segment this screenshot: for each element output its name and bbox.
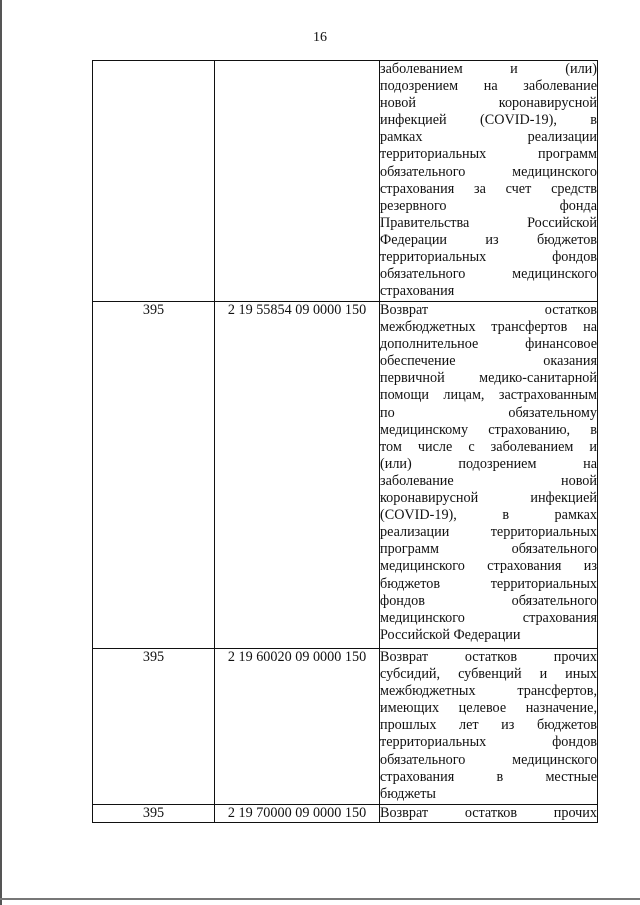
name-line: территориальных программ (380, 146, 597, 163)
income-name-cell (380, 805, 598, 823)
name-line: бюджеты (380, 785, 436, 802)
name-line: Российской Федерации (380, 626, 521, 643)
name-line: фондов обязательного (380, 592, 597, 609)
scan-edge-left (0, 0, 2, 905)
name-line: медицинского страхования (380, 609, 597, 626)
income-name-cell (380, 61, 598, 302)
table-row (93, 805, 598, 823)
name-line: страхования (380, 283, 455, 300)
name-line: (или) подозрением на (380, 455, 597, 472)
scan-edge-bottom (0, 898, 640, 900)
kbk-code-cell: 2 19 70000 09 0000 150 (215, 805, 380, 823)
name-line: прошлых лет из бюджетов (380, 717, 597, 734)
name-line: бюджетов территориальных (380, 575, 597, 592)
income-name-cell (380, 649, 598, 805)
name-line: помощи лицам, застрахованным (380, 387, 597, 404)
kbk-code-cell (215, 61, 380, 302)
name-line: страхования за счет средств (380, 180, 597, 197)
income-name-cell (380, 302, 598, 649)
name-line: обязательного медицинского (380, 266, 597, 283)
name-line: территориальных фондов (380, 249, 597, 266)
table-row (93, 61, 598, 302)
name-line: программ обязательного (380, 541, 597, 558)
admin-code-cell: 395 (93, 649, 215, 805)
name-line: первичной медико-санитарной (380, 370, 597, 387)
name-line: территориальных фондов (380, 734, 597, 751)
name-line: заболевание новой (380, 472, 597, 489)
admin-code-cell: 395 (93, 805, 215, 823)
name-line: межбюджетных трансфертов, (380, 683, 597, 700)
name-line: заболеванием и (или) (380, 61, 597, 77)
name-line: субсидий, субвенций и иных (380, 666, 597, 683)
name-line: межбюджетных трансфертов на (380, 319, 597, 336)
name-line: (COVID-19), в рамках (380, 507, 597, 524)
name-line: Федерации из бюджетов (380, 231, 597, 248)
budget-classification-table (92, 60, 598, 823)
name-line: подозрением на заболевание (380, 78, 597, 95)
name-line: дополнительное финансовое (380, 336, 597, 353)
name-line: обязательного медицинского (380, 163, 597, 180)
table-row (93, 649, 598, 805)
name-line: обязательного медицинского (380, 751, 597, 768)
name-line: реализации территориальных (380, 524, 597, 541)
name-line: обеспечение оказания (380, 353, 597, 370)
kbk-code-cell: 2 19 55854 09 0000 150 (215, 302, 380, 649)
name-line: том числе с заболеванием и (380, 438, 597, 455)
name-line: инфекцией (COVID-19), в (380, 112, 597, 129)
name-line: медицинскому страхованию, в (380, 421, 597, 438)
table-row (93, 302, 598, 649)
name-line: Возврат остатков прочих (380, 805, 597, 821)
name-line: имеющих целевое назначение, (380, 700, 597, 717)
name-line: Возврат остатков (380, 302, 597, 318)
name-line: Возврат остатков прочих (380, 649, 597, 665)
page-number: 16 (313, 30, 327, 45)
name-line: новой коронавирусной (380, 95, 597, 112)
name-line: коронавирусной инфекцией (380, 490, 597, 507)
kbk-code-cell: 2 19 60020 09 0000 150 (215, 649, 380, 805)
name-line: медицинского страхования из (380, 558, 597, 575)
name-line: Правительства Российской (380, 214, 597, 231)
name-line: рамках реализации (380, 129, 597, 146)
admin-code-cell: 395 (93, 302, 215, 649)
name-line: по обязательному (380, 404, 597, 421)
admin-code-cell (93, 61, 215, 302)
name-line: страхования в местные (380, 768, 597, 785)
name-line: резервного фонда (380, 197, 597, 214)
